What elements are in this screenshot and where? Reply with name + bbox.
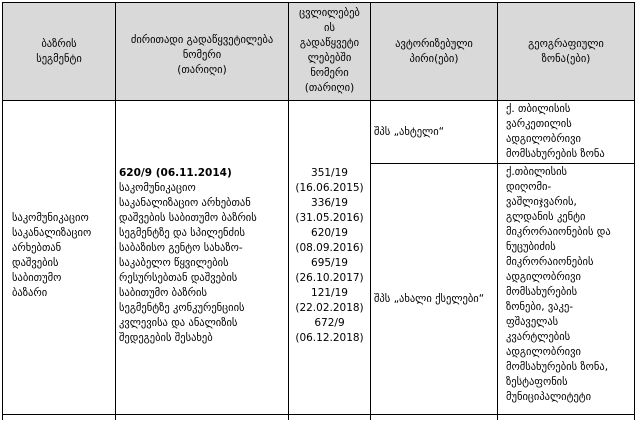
main-decision-cell: 620/9 (06.11.2014) საკომუნიკაციო საკანალიზაციო არხებთან დაშვების საბითუმო ბაზრის სეგმენტზე და სპილენძის საბაზისო გენტო სახაზო- საკაბელო წყვილების რესურსებთან დაშვების საბითუმო ბაზრის სეგმენტზე კონკურენციის კვლევისა და ანალიზის შედეგების შესახებ: [119, 166, 287, 346]
grid-right: [634, 2, 635, 420]
decision-number: 620/9 (06.11.2014): [119, 167, 232, 179]
amendments-cell: 351/19 (16.06.2015) 336/19 (31.05.2016) 620/19 (08.09.2016) 695/19 (26.10.2017) 121/19 (22.02.2018) 672/9 (06.12.2018): [295, 167, 364, 344]
header-main-decision: ძირითადი გადაწყვეტილება ნომერი (თარიღი): [130, 34, 274, 76]
authorized-entity-1: შპს „ახტელი“: [374, 126, 445, 138]
grid-top: [2, 2, 635, 3]
authorized-entity-2: შპს „ახალი ქსელები“: [374, 293, 485, 305]
grid-header-bottom: [2, 100, 635, 101]
grid-bottom: [2, 414, 635, 415]
header-authorized-entities: ავტორიზებული პირი(ები): [395, 38, 473, 65]
header-market-segment: ბაზრის სეგმენტი: [36, 38, 82, 65]
header-geographic-zones: გეოგრაფიული ზონა(ები): [528, 38, 604, 65]
geographic-zone-2: ქ.თბილისის დიღომი- ვაშლიჯვარის, გლდანის კენტი მიკრორაიონების და ნუცუბიძის მიკრორაიონების ადგილობრივი მომსახურების ზონები, ვაკე- ფშაველას კვარტლების ადგილობრივი მომსახურების ზონა, ზესტაფონის მუნიციპალიტეტი: [506, 166, 611, 403]
header-amendments: ცვლილებებ ის გადაწყვეტი ლებებში ნომერი (თარიღი): [299, 7, 360, 94]
grid-sub-divider: [370, 163, 635, 164]
geographic-zone-1: ქ. თბილისის ვარკეთილის ადგილობრივი მომსახურების ზონა: [506, 103, 605, 160]
market-segment-cell: საკომუნიკაციო საკანალიზაციო არხებთან დაშვების საბითუმო ბაზარი: [12, 212, 92, 299]
